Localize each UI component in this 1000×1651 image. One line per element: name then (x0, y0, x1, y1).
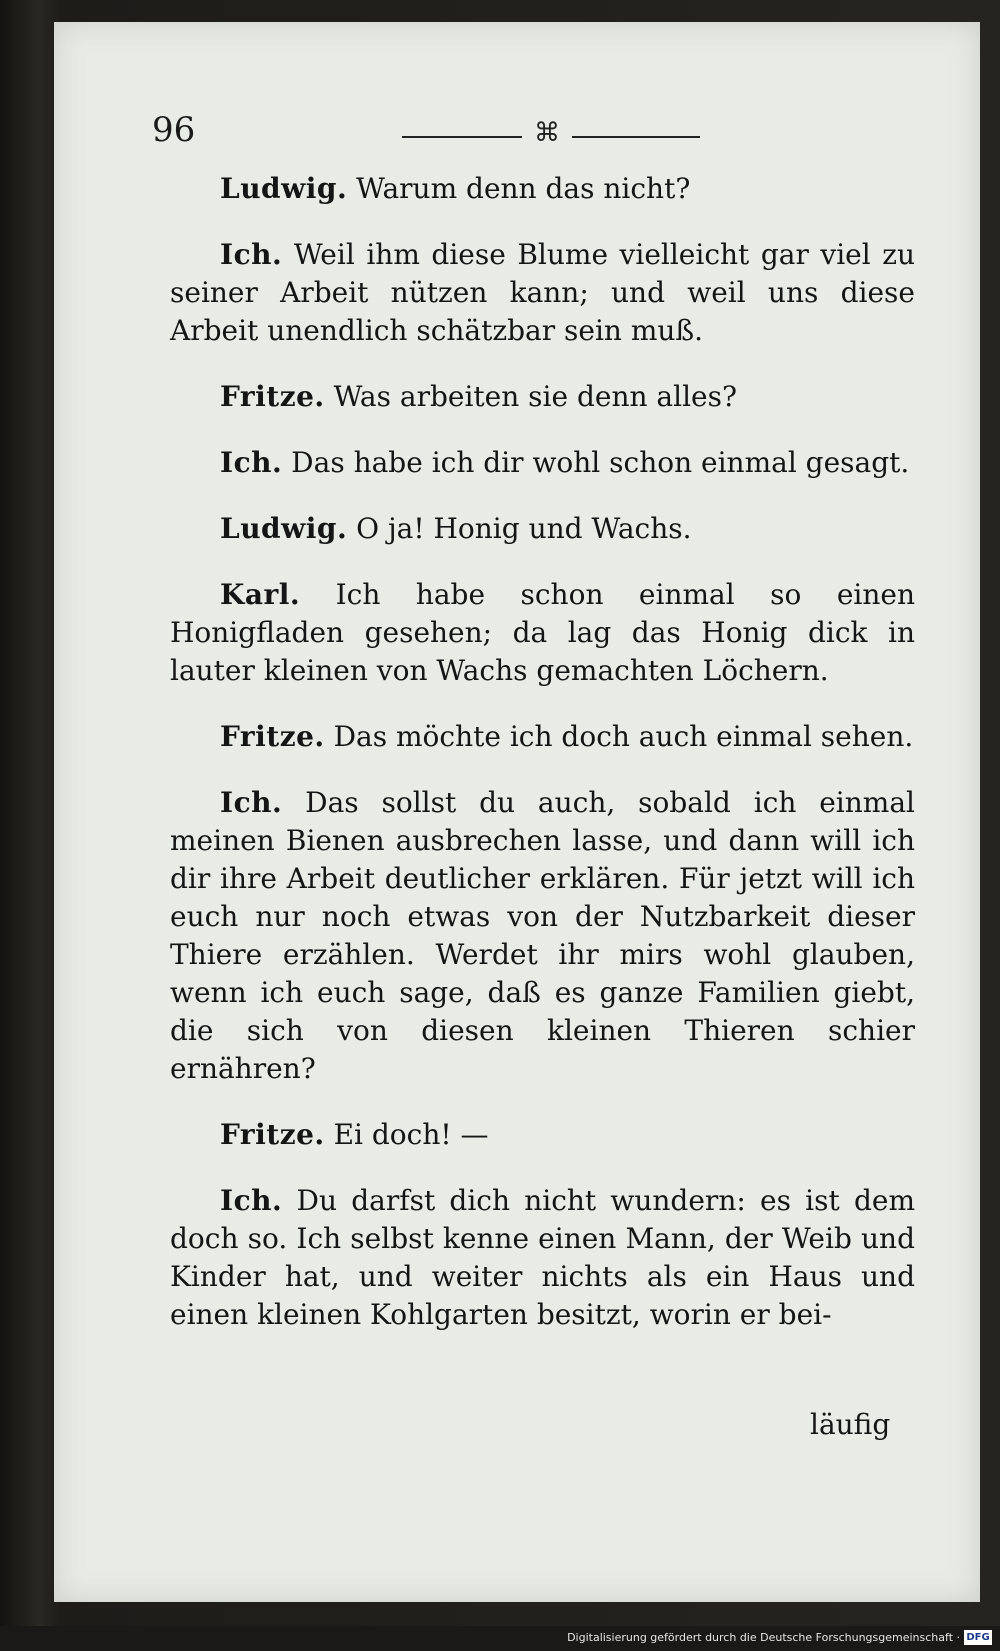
speaker-name: Ich. (220, 786, 283, 819)
dialogue-paragraph (170, 510, 915, 548)
speaker-name: Ich. (220, 238, 283, 271)
page-body (170, 170, 915, 1362)
dialogue-paragraph (170, 170, 915, 208)
dialogue-text: Das sollst du auch, sobald ich einmal meinen Bienen ausbrechen lasse, und dann will ich dir ihre Arbeit deutlicher erklären. Für jetzt will ich euch nur noch etwas von der Nutzbarkeit dieser Thiere erzählen. Werdet ihr mirs wohl glauben, wenn ich euch sage, daß es ganze Familien giebt, die sich von diesen kleinen Thieren schier ernähren? (170, 786, 915, 1085)
dialogue-text: Das habe ich dir wohl schon einmal gesagt. (291, 446, 910, 479)
dialogue-paragraph (170, 1182, 915, 1334)
dialogue-text: Weil ihm diese Blume vielleicht gar viel zu seiner Arbeit nützen kann; und weil uns diese Arbeit unendlich schätzbar sein muß. (170, 238, 915, 347)
dialogue-paragraph (170, 236, 915, 350)
speaker-name: Karl. (220, 578, 301, 611)
speaker-name: Fritze. (220, 380, 325, 413)
page-number: 96 (152, 110, 196, 150)
dialogue-paragraph (170, 1116, 915, 1154)
dialogue-text: Du darfst dich nicht wundern: es ist dem doch so. Ich selbst kenne einen Mann, der Weib und Kinder hat, und weiter nichts als ein Haus und einen kleinen Kohlgarten besitzt, worin er bei- (170, 1184, 916, 1331)
header-rule-left (402, 136, 522, 138)
page-header (152, 110, 712, 160)
dialogue-paragraph (170, 444, 915, 482)
dfg-logo-icon: DFG (964, 1630, 992, 1645)
dialogue-text: Ei doch! — (333, 1118, 489, 1151)
dialogue-paragraph (170, 378, 915, 416)
digitization-credit: Digitalisierung gefördert durch die Deutsche Forschungsgemeinschaft · (567, 1631, 960, 1644)
header-rule-right (572, 136, 700, 138)
speaker-name: Fritze. (220, 720, 325, 753)
speaker-name: Fritze. (220, 1118, 325, 1151)
dialogue-paragraph (170, 576, 915, 690)
dialogue-paragraph (170, 784, 915, 1088)
dialogue-text: Das möchte ich doch auch einmal sehen. (333, 720, 914, 753)
dialogue-paragraph (170, 718, 915, 756)
speaker-name: Ludwig. (220, 172, 348, 205)
speaker-name: Ludwig. (220, 512, 348, 545)
speaker-name: Ich. (220, 446, 283, 479)
dialogue-text: O ja! Honig und Wachs. (356, 512, 692, 545)
header-ornament-icon: ⌘ (534, 118, 560, 148)
speaker-name: Ich. (220, 1184, 283, 1217)
dialogue-text: Warum denn das nicht? (356, 172, 691, 205)
dialogue-text: Was arbeiten sie denn alles? (333, 380, 737, 413)
dialogue-text: Ich habe schon einmal so einen Honigfladen gesehen; da lag das Honig dick in lauter kleinen von Wachs gemachten Löchern. (170, 578, 915, 687)
catchword: läufig (810, 1408, 891, 1441)
